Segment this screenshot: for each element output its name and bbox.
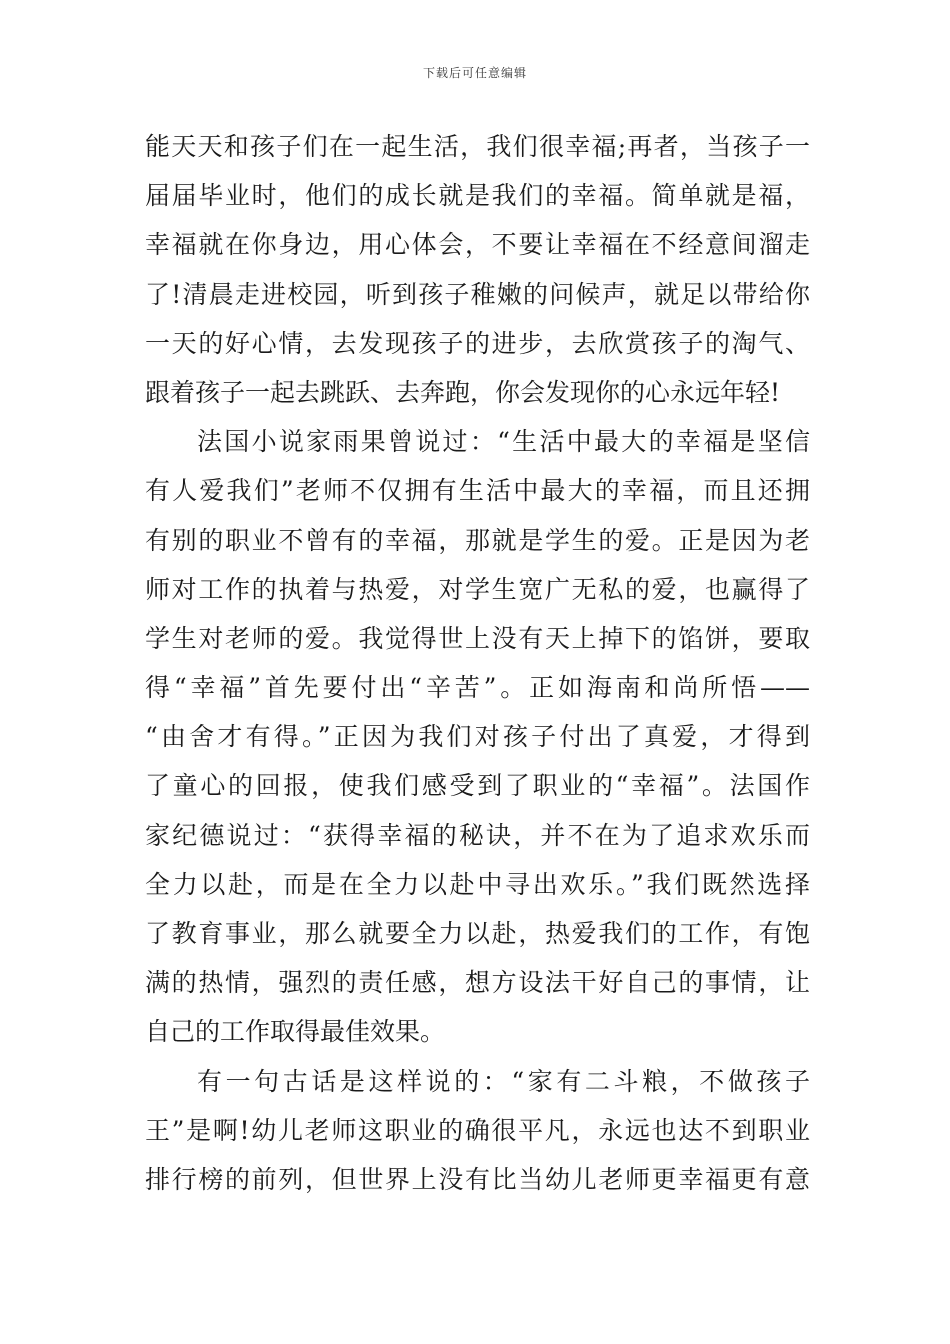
text-line: 有一句古话是这样说的：“家有二斗粮，不做孩子 (197, 1066, 810, 1096)
text-line: 得“幸福”首先要付出“辛苦”。正如海南和尚所悟—— (145, 673, 810, 703)
page-header: 下载后可任意编辑 (422, 66, 527, 80)
text-line: 师对工作的执着与热爱，对学生宽广无私的爱，也赢得了 (145, 574, 810, 604)
text-line: 家纪德说过：“获得幸福的秘诀，并不在为了追求欢乐而 (145, 820, 810, 850)
text-line: 了!清晨走进校园，听到孩子稚嫩的问候声，就足以带给你 (145, 279, 810, 309)
text-line: 有别的职业不曾有的幸福，那就是学生的爱。正是因为老 (145, 525, 810, 555)
text-line: 排行榜的前列，但世界上没有比当幼儿老师更幸福更有意 (145, 1164, 810, 1194)
text-line: 王”是啊!幼儿老师这职业的确很平凡，永远也达不到职业 (145, 1115, 810, 1145)
text-line: 学生对老师的爱。我觉得世上没有天上掉下的馅饼，要取 (145, 623, 810, 653)
text-line: 有人爱我们”老师不仅拥有生活中最大的幸福，而且还拥 (145, 476, 810, 506)
text-line: 自己的工作取得最佳效果。 (145, 1017, 446, 1047)
document-body (145, 122, 810, 1204)
text-line: 了教育事业，那么就要全力以赴，热爱我们的工作，有饱 (145, 919, 810, 948)
text-line: 届届毕业时，他们的成长就是我们的幸福。简单就是福， (145, 181, 810, 211)
text-line: 法国小说家雨果曾说过：“生活中最大的幸福是坚信 (197, 427, 810, 457)
text-line: 了童心的回报，使我们感受到了职业的“幸福”。法国作 (145, 771, 810, 801)
text-line: 能天天和孩子们在一起生活，我们很幸福;再者，当孩子一 (145, 132, 810, 161)
text-line: 一天的好心情，去发现孩子的进步，去欣赏孩子的淘气、 (145, 328, 810, 358)
text-line: 全力以赴，而是在全力以赴中寻出欢乐。”我们既然选择 (145, 869, 810, 899)
text-line: 满的热情，强烈的责任感，想方设法干好自己的事情，让 (145, 968, 810, 998)
text-line: “由舍才有得。”正因为我们对孩子付出了真爱，才得到 (145, 722, 810, 752)
text-line: 跟着孩子一起去跳跃、去奔跑，你会发现你的心永远年轻! (145, 377, 781, 407)
text-line: 幸福就在你身边，用心体会，不要让幸福在不经意间溜走 (145, 230, 810, 260)
